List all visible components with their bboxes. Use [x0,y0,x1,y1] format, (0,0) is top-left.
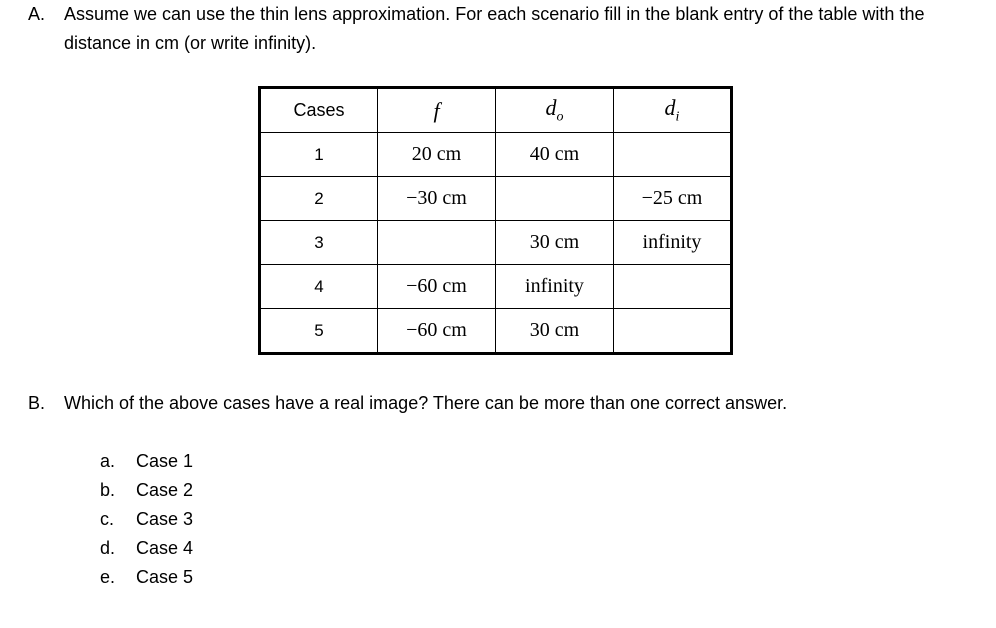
option-text: Case 1 [136,451,194,471]
option-c[interactable] [100,505,193,534]
cell-do: 40 cm [496,133,614,177]
option-d[interactable] [100,534,193,563]
option-text: Case 2 [136,480,194,500]
cell-do: 30 cm [496,221,614,265]
header-image-distance: $d_i$ [614,88,732,133]
cell-f: −60 cm [378,265,496,309]
table-row [260,221,732,265]
table-row [260,177,732,221]
header-focal-length: f [378,88,496,133]
cell-case: 3 [260,221,378,265]
question-b [28,389,978,418]
option-text: Case 4 [136,538,194,558]
cell-do[interactable] [496,177,614,221]
table-row [260,265,732,309]
table-header-row [260,88,732,133]
cell-case: 2 [260,177,378,221]
cell-f[interactable] [378,221,496,265]
option-text: Case 5 [136,567,194,587]
option-text: Case 3 [136,509,194,529]
cell-do: 30 cm [496,309,614,354]
cell-do: infinity [496,265,614,309]
cell-f: −30 cm [378,177,496,221]
option-letter: d. [100,538,116,558]
option-letter: e. [100,567,116,587]
question-b-text: Which of the above cases have a real image? There can be more than one correct answer. [64,393,788,413]
cell-f: 20 cm [378,133,496,177]
question-a [28,0,978,58]
answer-options [100,447,193,592]
lens-table [258,86,733,355]
cell-di[interactable] [614,309,732,354]
option-letter: c. [100,509,115,529]
option-b[interactable] [100,476,193,505]
header-cases: Cases [260,88,378,133]
cell-case: 4 [260,265,378,309]
header-object-distance: $d_o$ [496,88,614,133]
option-letter: b. [100,480,116,500]
cell-di: infinity [614,221,732,265]
option-letter: a. [100,451,116,471]
cell-di[interactable] [614,133,732,177]
cell-case: 1 [260,133,378,177]
cell-case: 5 [260,309,378,354]
cell-di[interactable] [614,265,732,309]
cell-f: −60 cm [378,309,496,354]
question-b-label: B. [28,393,46,413]
cell-di: −25 cm [614,177,732,221]
question-a-text: Assume we can use the thin lens approximation. For each scenario fill in the blank entry of the table with the distance in cm (or write infinity). [64,4,925,53]
question-a-label: A. [28,4,46,24]
option-a[interactable] [100,447,193,476]
table-row [260,309,732,354]
option-e[interactable] [100,563,193,592]
table-row [260,133,732,177]
